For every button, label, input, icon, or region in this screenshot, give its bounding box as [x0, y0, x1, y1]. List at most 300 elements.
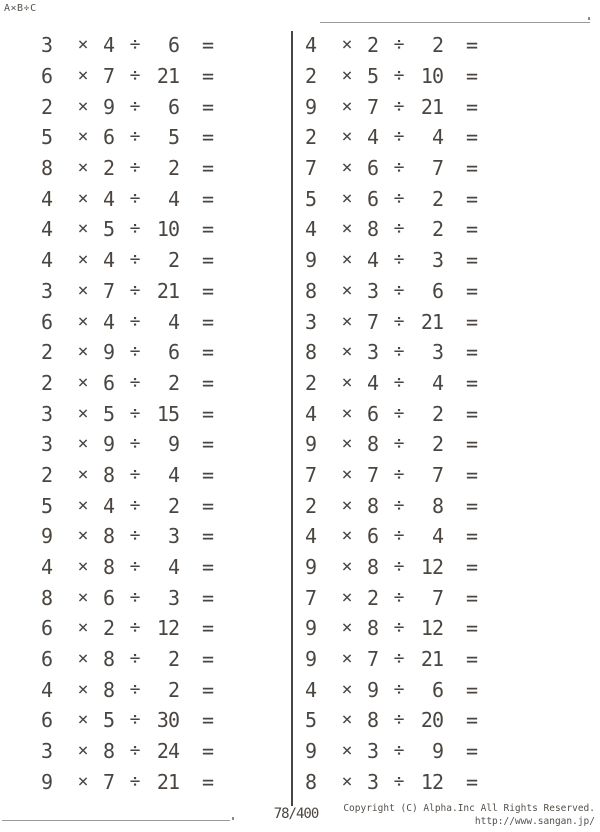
operand-b: 9	[366, 677, 380, 702]
divide-operator: ÷	[129, 494, 141, 516]
equals-sign: =	[201, 340, 215, 365]
operand-c: 2	[431, 186, 443, 211]
operand-a: 9	[304, 94, 317, 119]
operand-a: 6	[40, 309, 53, 334]
multiply-operator: ×	[77, 341, 89, 363]
name-line-end-dot	[588, 17, 590, 20]
multiply-operator: ×	[341, 34, 353, 56]
operand-a: 9	[40, 524, 53, 549]
operand-b: 3	[366, 739, 380, 764]
equals-sign: =	[465, 432, 479, 457]
operand-c: 4	[167, 462, 179, 487]
problem-row	[297, 91, 485, 122]
operand-b: 2	[102, 616, 116, 641]
multiply-operator: ×	[341, 648, 353, 670]
multiply-operator: ×	[77, 463, 89, 485]
operand-b: 4	[102, 33, 116, 58]
divide-operator: ÷	[129, 126, 141, 148]
operand-b: 8	[366, 217, 380, 242]
operand-b: 8	[366, 432, 380, 457]
operand-b: 7	[102, 278, 116, 303]
divide-operator: ÷	[393, 95, 405, 117]
equals-sign: =	[465, 401, 479, 426]
operand-a: 9	[304, 647, 317, 672]
operand-c: 10	[156, 217, 179, 242]
multiply-operator: ×	[341, 770, 353, 792]
operand-b: 5	[102, 217, 116, 242]
multiply-operator: ×	[341, 218, 353, 240]
equals-sign: =	[465, 555, 479, 580]
operand-c: 7	[431, 585, 443, 610]
operand-a: 5	[304, 708, 317, 733]
divide-operator: ÷	[129, 34, 141, 56]
operand-a: 2	[40, 340, 53, 365]
divide-operator: ÷	[129, 556, 141, 578]
problem-row	[33, 460, 221, 491]
operand-b: 4	[366, 248, 380, 273]
operand-c: 20	[420, 708, 443, 733]
operand-b: 6	[366, 524, 380, 549]
operand-c: 6	[167, 340, 179, 365]
multiply-operator: ×	[341, 463, 353, 485]
operand-a: 7	[304, 156, 317, 181]
operand-b: 2	[102, 156, 116, 181]
operand-a: 9	[304, 432, 317, 457]
problem-row	[297, 276, 485, 307]
operand-b: 6	[366, 401, 380, 426]
column-divider	[291, 31, 293, 806]
operand-b: 4	[102, 248, 116, 273]
operand-c: 2	[167, 248, 179, 273]
divide-operator: ÷	[129, 310, 141, 332]
problem-row	[297, 153, 485, 184]
operand-a: 4	[304, 401, 317, 426]
equals-sign: =	[201, 769, 215, 794]
copyright	[343, 802, 595, 828]
operand-a: 2	[40, 370, 53, 395]
equals-sign: =	[465, 493, 479, 518]
divide-operator: ÷	[129, 218, 141, 240]
problem-row	[33, 61, 221, 92]
operand-b: 4	[366, 125, 380, 150]
problem-row	[297, 61, 485, 92]
multiply-operator: ×	[77, 494, 89, 516]
operand-b: 7	[366, 309, 380, 334]
footer-line-end-dot	[232, 817, 234, 820]
divide-operator: ÷	[393, 34, 405, 56]
equals-sign: =	[465, 278, 479, 303]
operand-b: 3	[366, 340, 380, 365]
operand-a: 2	[304, 370, 317, 395]
divide-operator: ÷	[393, 218, 405, 240]
operand-b: 6	[102, 585, 116, 610]
divide-operator: ÷	[129, 709, 141, 731]
operand-b: 8	[366, 555, 380, 580]
operand-a: 8	[304, 340, 317, 365]
multiply-operator: ×	[341, 678, 353, 700]
operand-c: 30	[156, 708, 179, 733]
operand-a: 2	[304, 493, 317, 518]
multiply-operator: ×	[77, 371, 89, 393]
multiply-operator: ×	[341, 249, 353, 271]
divide-operator: ÷	[129, 740, 141, 762]
multiply-operator: ×	[77, 187, 89, 209]
equals-sign: =	[201, 217, 215, 242]
equals-sign: =	[201, 309, 215, 334]
footer-line	[2, 820, 230, 821]
divide-operator: ÷	[129, 648, 141, 670]
operand-a: 4	[40, 186, 53, 211]
operand-b: 7	[366, 94, 380, 119]
equals-sign: =	[465, 217, 479, 242]
operand-a: 5	[40, 125, 53, 150]
divide-operator: ÷	[393, 463, 405, 485]
multiply-operator: ×	[341, 187, 353, 209]
equals-sign: =	[201, 186, 215, 211]
divide-operator: ÷	[129, 463, 141, 485]
problem-row	[297, 214, 485, 245]
equals-sign: =	[201, 739, 215, 764]
worksheet-title: A×B÷C	[4, 3, 37, 14]
equals-sign: =	[201, 616, 215, 641]
operand-c: 21	[420, 309, 443, 334]
operand-b: 4	[102, 186, 116, 211]
operand-b: 8	[102, 739, 116, 764]
equals-sign: =	[201, 278, 215, 303]
equals-sign: =	[465, 769, 479, 794]
multiply-operator: ×	[77, 617, 89, 639]
problem-row	[297, 582, 485, 613]
operand-a: 6	[40, 616, 53, 641]
problem-row	[33, 521, 221, 552]
equals-sign: =	[465, 708, 479, 733]
operand-b: 5	[102, 401, 116, 426]
equals-sign: =	[201, 432, 215, 457]
operand-c: 3	[431, 248, 443, 273]
divide-operator: ÷	[393, 433, 405, 455]
operand-b: 7	[366, 462, 380, 487]
multiply-operator: ×	[341, 341, 353, 363]
problem-row	[33, 153, 221, 184]
operand-c: 4	[431, 125, 443, 150]
problems-column-left	[33, 30, 221, 797]
divide-operator: ÷	[393, 341, 405, 363]
problem-row	[33, 767, 221, 798]
problem-row	[33, 398, 221, 429]
operand-c: 2	[431, 432, 443, 457]
operand-b: 8	[366, 493, 380, 518]
operand-c: 2	[167, 493, 179, 518]
problem-row	[33, 276, 221, 307]
operand-b: 7	[102, 769, 116, 794]
operand-c: 2	[431, 401, 443, 426]
operand-a: 7	[304, 585, 317, 610]
operand-c: 4	[431, 370, 443, 395]
problem-row	[297, 245, 485, 276]
multiply-operator: ×	[341, 95, 353, 117]
operand-a: 8	[304, 769, 317, 794]
multiply-operator: ×	[77, 556, 89, 578]
multiply-operator: ×	[341, 586, 353, 608]
problem-row	[297, 306, 485, 337]
operand-b: 7	[366, 647, 380, 672]
problem-row	[33, 613, 221, 644]
problem-row	[297, 368, 485, 399]
problem-row	[33, 183, 221, 214]
divide-operator: ÷	[393, 648, 405, 670]
equals-sign: =	[465, 677, 479, 702]
multiply-operator: ×	[77, 433, 89, 455]
multiply-operator: ×	[77, 218, 89, 240]
equals-sign: =	[465, 340, 479, 365]
operand-b: 4	[102, 309, 116, 334]
problem-row	[297, 705, 485, 736]
equals-sign: =	[201, 493, 215, 518]
equals-sign: =	[465, 33, 479, 58]
equals-sign: =	[465, 248, 479, 273]
operand-a: 4	[40, 677, 53, 702]
operand-a: 8	[40, 156, 53, 181]
operand-a: 3	[40, 401, 53, 426]
multiply-operator: ×	[77, 249, 89, 271]
multiply-operator: ×	[77, 95, 89, 117]
equals-sign: =	[465, 94, 479, 119]
operand-c: 6	[167, 94, 179, 119]
operand-a: 9	[40, 769, 53, 794]
operand-c: 24	[156, 739, 179, 764]
divide-operator: ÷	[393, 709, 405, 731]
page-number: 78/400	[273, 806, 319, 822]
operand-a: 4	[40, 248, 53, 273]
name-line	[320, 22, 590, 23]
equals-sign: =	[465, 309, 479, 334]
operand-c: 21	[156, 64, 179, 89]
equals-sign: =	[201, 156, 215, 181]
divide-operator: ÷	[129, 402, 141, 424]
operand-c: 2	[167, 647, 179, 672]
operand-a: 6	[40, 647, 53, 672]
problem-row	[33, 368, 221, 399]
operand-b: 5	[102, 708, 116, 733]
divide-operator: ÷	[393, 126, 405, 148]
operand-c: 6	[167, 33, 179, 58]
operand-a: 4	[304, 217, 317, 242]
operand-b: 9	[102, 432, 116, 457]
divide-operator: ÷	[393, 279, 405, 301]
operand-b: 6	[102, 125, 116, 150]
equals-sign: =	[465, 370, 479, 395]
operand-b: 3	[366, 278, 380, 303]
operand-c: 12	[420, 616, 443, 641]
operand-b: 6	[366, 156, 380, 181]
equals-sign: =	[201, 555, 215, 580]
equals-sign: =	[465, 524, 479, 549]
operand-c: 12	[420, 555, 443, 580]
operand-b: 9	[102, 94, 116, 119]
operand-c: 3	[431, 340, 443, 365]
equals-sign: =	[201, 708, 215, 733]
equals-sign: =	[465, 125, 479, 150]
operand-b: 8	[102, 555, 116, 580]
problem-row	[33, 429, 221, 460]
divide-operator: ÷	[393, 678, 405, 700]
divide-operator: ÷	[393, 770, 405, 792]
equals-sign: =	[201, 125, 215, 150]
operand-b: 4	[102, 493, 116, 518]
multiply-operator: ×	[341, 556, 353, 578]
multiply-operator: ×	[77, 770, 89, 792]
multiply-operator: ×	[77, 648, 89, 670]
divide-operator: ÷	[129, 187, 141, 209]
multiply-operator: ×	[341, 617, 353, 639]
equals-sign: =	[201, 33, 215, 58]
operand-b: 6	[366, 186, 380, 211]
equals-sign: =	[201, 248, 215, 273]
operand-c: 21	[420, 94, 443, 119]
operand-a: 7	[304, 462, 317, 487]
divide-operator: ÷	[129, 770, 141, 792]
equals-sign: =	[201, 64, 215, 89]
operand-c: 9	[431, 739, 443, 764]
equals-sign: =	[201, 647, 215, 672]
operand-a: 6	[40, 64, 53, 89]
multiply-operator: ×	[341, 433, 353, 455]
divide-operator: ÷	[129, 678, 141, 700]
divide-operator: ÷	[129, 586, 141, 608]
operand-c: 5	[167, 125, 179, 150]
operand-a: 9	[304, 616, 317, 641]
operand-c: 9	[167, 432, 179, 457]
operand-b: 3	[366, 769, 380, 794]
operand-a: 8	[304, 278, 317, 303]
multiply-operator: ×	[341, 402, 353, 424]
multiply-operator: ×	[341, 740, 353, 762]
problem-row	[297, 122, 485, 153]
divide-operator: ÷	[393, 157, 405, 179]
problem-row	[297, 767, 485, 798]
problem-row	[297, 736, 485, 767]
multiply-operator: ×	[77, 740, 89, 762]
divide-operator: ÷	[393, 617, 405, 639]
operand-a: 3	[40, 33, 53, 58]
equals-sign: =	[465, 156, 479, 181]
operand-c: 12	[156, 616, 179, 641]
problem-row	[297, 490, 485, 521]
operand-c: 21	[156, 278, 179, 303]
multiply-operator: ×	[77, 157, 89, 179]
problem-row	[33, 306, 221, 337]
divide-operator: ÷	[129, 249, 141, 271]
operand-a: 6	[40, 708, 53, 733]
problem-row	[33, 245, 221, 276]
divide-operator: ÷	[393, 494, 405, 516]
operand-a: 3	[40, 432, 53, 457]
multiply-operator: ×	[341, 525, 353, 547]
divide-operator: ÷	[393, 740, 405, 762]
operand-c: 4	[167, 186, 179, 211]
divide-operator: ÷	[393, 556, 405, 578]
operand-a: 4	[304, 677, 317, 702]
operand-c: 4	[167, 309, 179, 334]
equals-sign: =	[465, 585, 479, 610]
divide-operator: ÷	[129, 157, 141, 179]
divide-operator: ÷	[393, 187, 405, 209]
problem-row	[33, 30, 221, 61]
operand-a: 9	[304, 739, 317, 764]
equals-sign: =	[465, 64, 479, 89]
multiply-operator: ×	[341, 310, 353, 332]
operand-a: 5	[40, 493, 53, 518]
problem-row	[33, 582, 221, 613]
multiply-operator: ×	[341, 371, 353, 393]
operand-c: 2	[431, 33, 443, 58]
divide-operator: ÷	[129, 433, 141, 455]
problem-row	[33, 705, 221, 736]
divide-operator: ÷	[129, 341, 141, 363]
divide-operator: ÷	[129, 525, 141, 547]
problem-row	[33, 736, 221, 767]
equals-sign: =	[465, 462, 479, 487]
operand-a: 4	[304, 524, 317, 549]
multiply-operator: ×	[77, 126, 89, 148]
divide-operator: ÷	[393, 65, 405, 87]
multiply-operator: ×	[77, 525, 89, 547]
multiply-operator: ×	[341, 279, 353, 301]
operand-c: 10	[420, 64, 443, 89]
operand-b: 6	[102, 370, 116, 395]
operand-c: 12	[420, 769, 443, 794]
operand-b: 8	[102, 524, 116, 549]
operand-c: 21	[156, 769, 179, 794]
multiply-operator: ×	[77, 586, 89, 608]
operand-c: 8	[431, 493, 443, 518]
problem-row	[297, 30, 485, 61]
divide-operator: ÷	[129, 371, 141, 393]
operand-a: 8	[40, 585, 53, 610]
multiply-operator: ×	[341, 494, 353, 516]
equals-sign: =	[201, 370, 215, 395]
multiply-operator: ×	[77, 65, 89, 87]
operand-b: 4	[366, 370, 380, 395]
divide-operator: ÷	[393, 310, 405, 332]
copyright-line2: http://www.sangan.jp/	[474, 816, 595, 827]
operand-b: 7	[102, 64, 116, 89]
operand-b: 8	[102, 677, 116, 702]
operand-b: 8	[102, 647, 116, 672]
problem-row	[297, 613, 485, 644]
operand-a: 2	[304, 64, 317, 89]
operand-c: 6	[431, 677, 443, 702]
operand-a: 3	[304, 309, 317, 334]
operand-c: 4	[167, 555, 179, 580]
multiply-operator: ×	[341, 709, 353, 731]
multiply-operator: ×	[77, 678, 89, 700]
divide-operator: ÷	[129, 279, 141, 301]
operand-b: 8	[102, 462, 116, 487]
divide-operator: ÷	[129, 617, 141, 639]
divide-operator: ÷	[393, 371, 405, 393]
divide-operator: ÷	[129, 95, 141, 117]
operand-b: 8	[366, 616, 380, 641]
divide-operator: ÷	[393, 249, 405, 271]
problem-row	[297, 552, 485, 583]
operand-c: 2	[167, 370, 179, 395]
operand-c: 3	[167, 524, 179, 549]
operand-c: 6	[431, 278, 443, 303]
equals-sign: =	[201, 524, 215, 549]
multiply-operator: ×	[77, 279, 89, 301]
equals-sign: =	[201, 462, 215, 487]
